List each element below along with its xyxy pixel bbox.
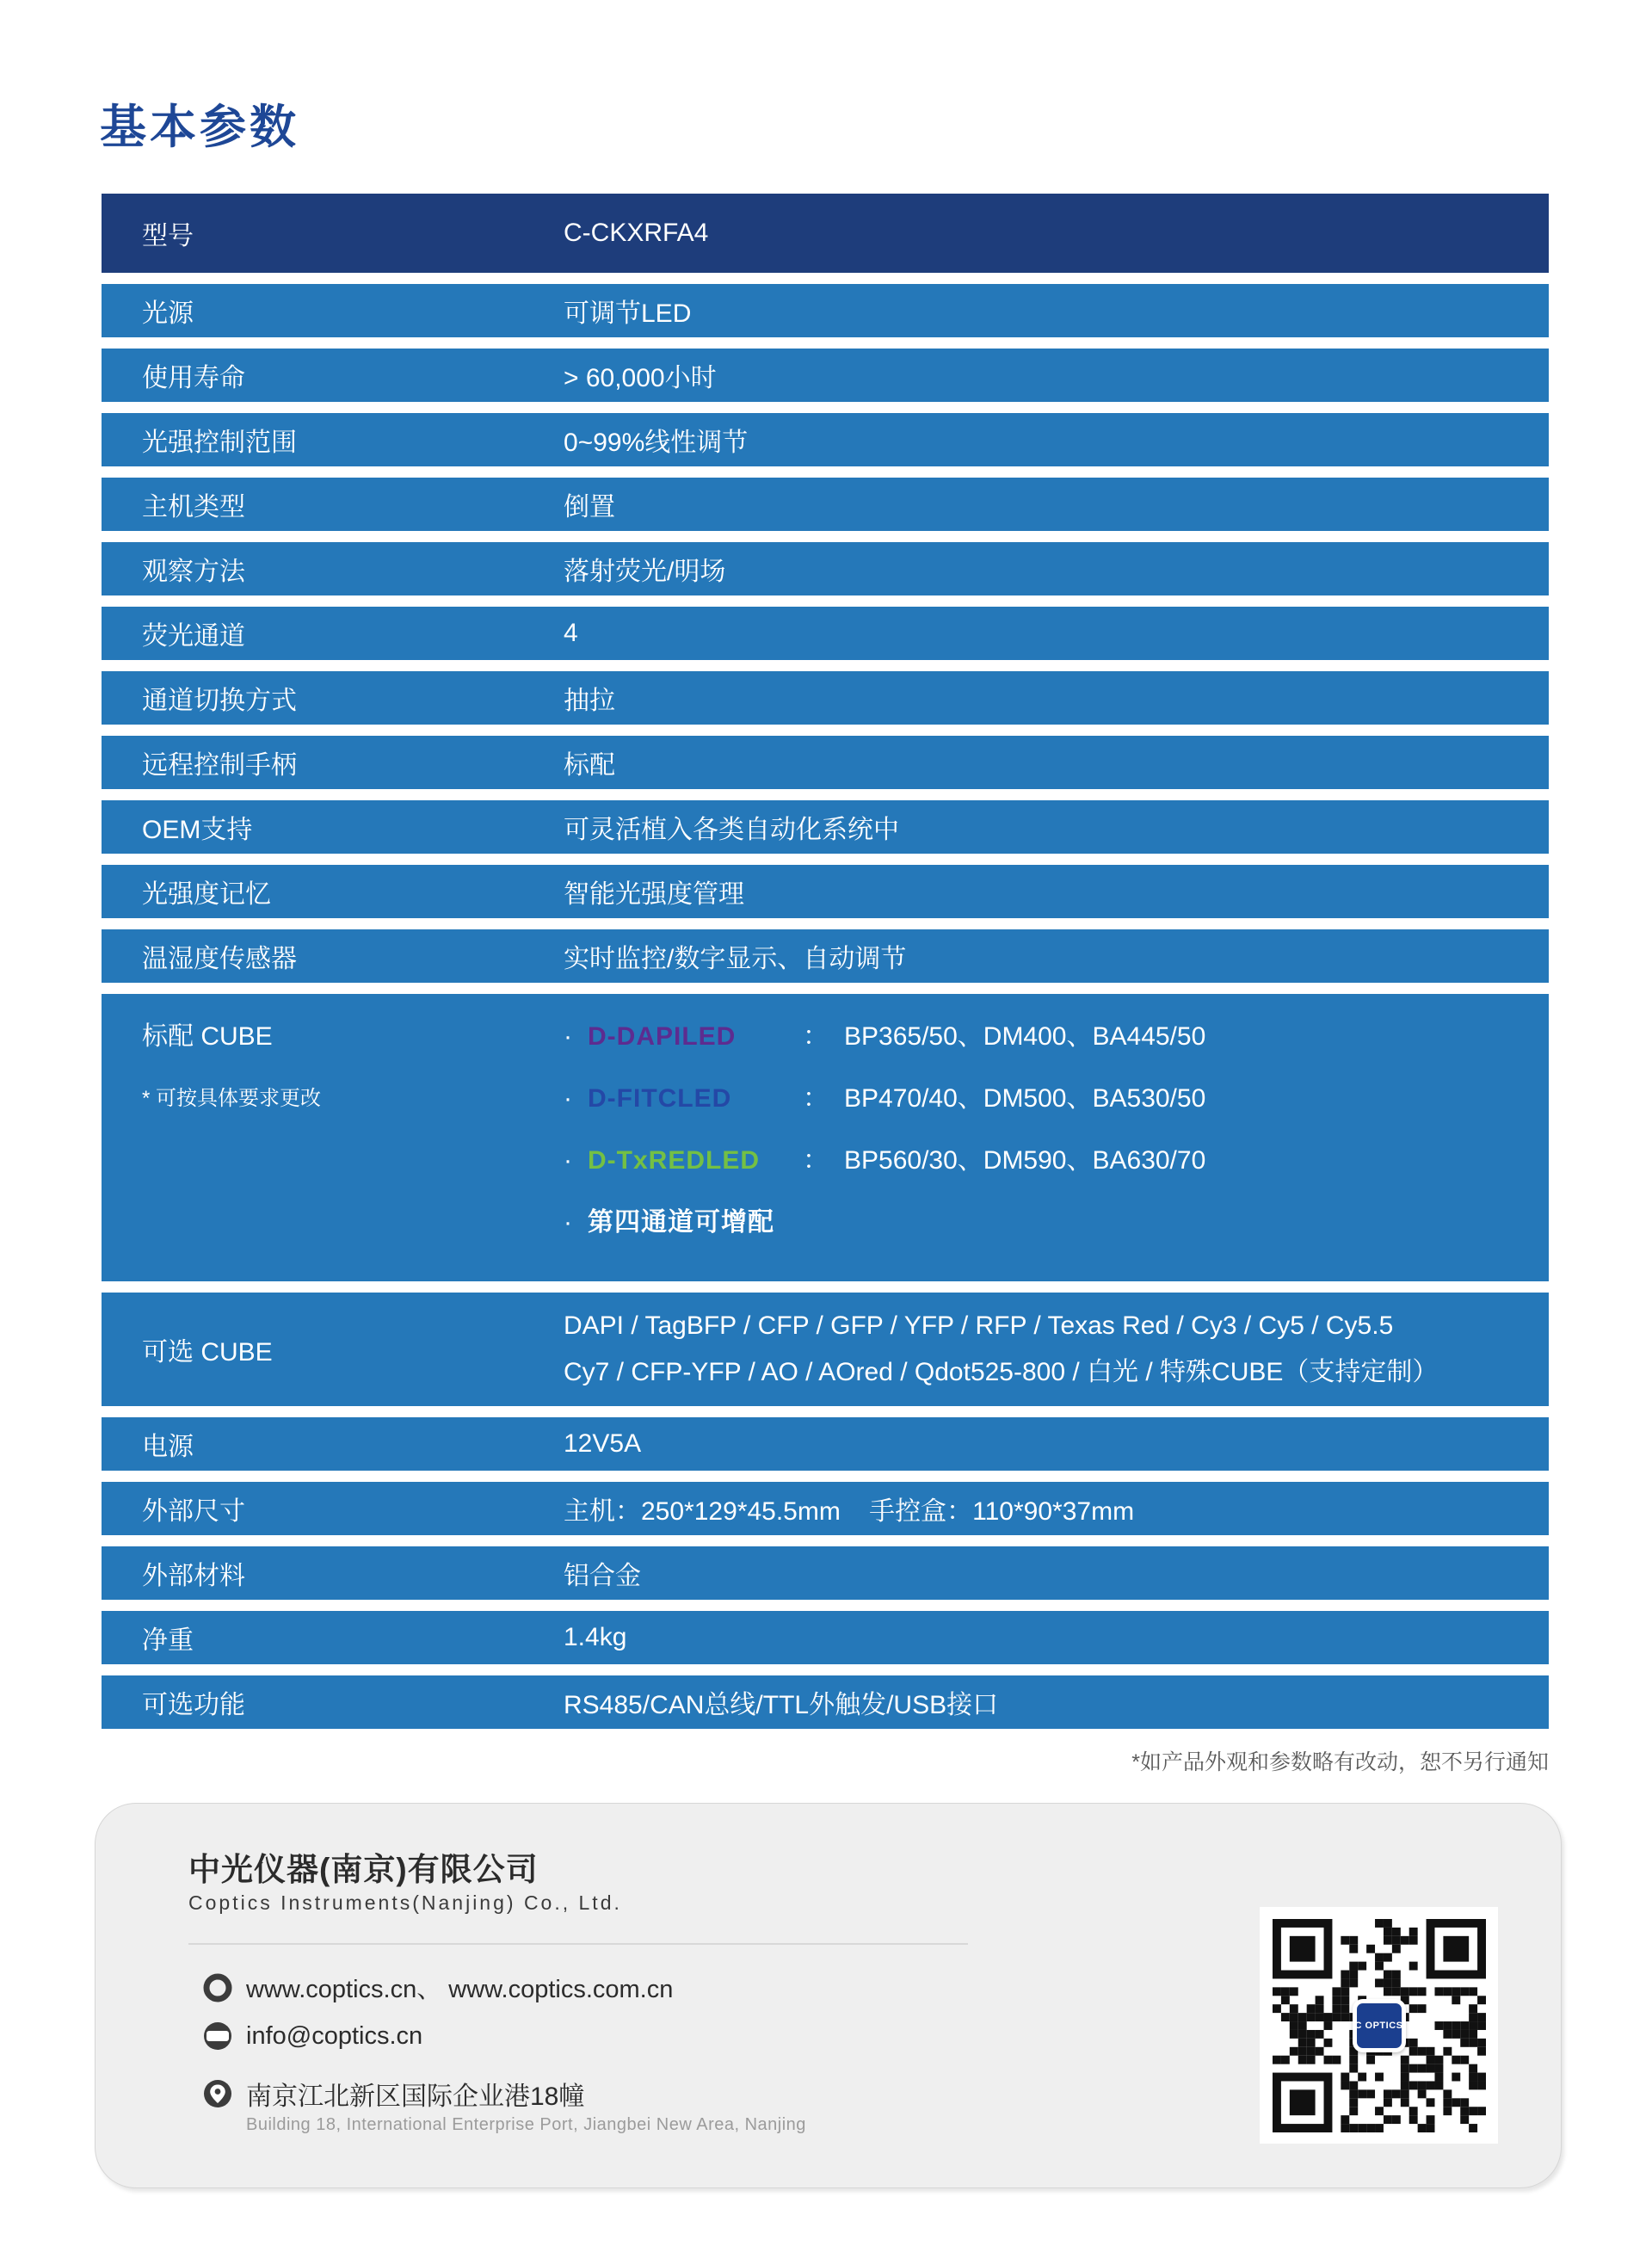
cube-filters: BP560/30、DM590、BA630/70 <box>844 1146 1206 1175</box>
table-row <box>102 736 1549 789</box>
cube-name: D-DAPILED <box>588 1022 737 1051</box>
bullet-icon: · <box>564 1146 572 1175</box>
table-row <box>102 929 1549 983</box>
table-row <box>102 1546 1549 1600</box>
row-label: 净重 <box>142 1626 194 1655</box>
optional-cube-label: 可选 CUBE <box>142 1338 273 1367</box>
email-row <box>203 2021 422 2051</box>
row-value: 铝合金 <box>564 1562 641 1590</box>
bullet-icon: · <box>564 1084 572 1113</box>
cube-line <box>564 1017 1549 1057</box>
address-en-text: Building 18, International Enterprise Port, Jiangbei New Area, Nanjing <box>246 2115 806 2134</box>
row-label: 光强控制范围 <box>142 429 297 457</box>
website-text[interactable]: www.coptics.cn、 www.coptics.com.cn <box>246 1976 674 2003</box>
location-icon <box>203 2079 232 2108</box>
row-value: 12V5A <box>564 1429 642 1458</box>
company-name-en: Coptics Instruments(Nanjing) Co., Ltd. <box>188 1891 622 1914</box>
row-value: 抽拉 <box>564 687 615 715</box>
qr-center-logo: C OPTICS <box>1353 1999 1406 2052</box>
row-label: 温湿度传感器 <box>142 945 297 973</box>
address-cn-text: 南京江北新区国际企业港18幢 <box>246 2082 585 2111</box>
footer-divider <box>188 1943 968 1945</box>
header-value: C-CKXRFA4 <box>564 219 709 247</box>
globe-icon <box>203 1973 232 2002</box>
table-row <box>102 542 1549 595</box>
table-row <box>102 1417 1549 1471</box>
table-row <box>102 349 1549 402</box>
table-row <box>102 607 1549 660</box>
row-value: > 60,000小时 <box>564 364 717 392</box>
row-label: 外部尺寸 <box>142 1497 245 1526</box>
row-label: 使用寿命 <box>142 364 245 392</box>
optional-cube-line: DAPI / TagBFP / CFP / GFP / YFP / RFP / Texas Red / Cy3 / Cy5 / Cy5.5 <box>564 1311 1394 1340</box>
row-label: 可选功能 <box>142 1691 245 1719</box>
table-row <box>102 1675 1549 1729</box>
standard-cube-label: 标配 CUBE <box>142 1022 273 1051</box>
page-title: 基本参数 <box>100 102 299 153</box>
table-row <box>102 865 1549 918</box>
row-label: 荧光通道 <box>142 622 245 651</box>
bullet-icon: · <box>564 1022 572 1051</box>
standard-cube-lines <box>564 994 1549 1243</box>
row-label: 观察方法 <box>142 558 245 586</box>
row-label: 光源 <box>142 299 194 328</box>
standard-cube-note: * 可按具体要求更改 <box>142 1087 322 1110</box>
table-row <box>102 800 1549 854</box>
email-text[interactable]: info@coptics.cn <box>246 2021 423 2050</box>
row-label: 通道切换方式 <box>142 687 297 715</box>
row-value: 1.4kg <box>564 1623 627 1651</box>
optional-cube-line: Cy7 / CFP-YFP / AO / AOred / Qdot525-800 / 白光 / 特殊CUBE（支持定制） <box>564 1358 1439 1386</box>
optional-cube-row <box>102 1293 1549 1406</box>
cube-line <box>564 1203 1549 1243</box>
cube-name: D-TxREDLED <box>588 1146 761 1175</box>
mail-icon <box>203 2021 232 2051</box>
row-value: 落射荧光/明场 <box>564 558 726 586</box>
cube-colon: ： <box>803 1146 829 1175</box>
company-name-cn: 中光仪器(南京)有限公司 <box>188 1852 539 1887</box>
row-label: OEM支持 <box>142 816 253 844</box>
cube-colon: ： <box>803 1084 829 1113</box>
cube-name: D-FITCLED <box>588 1084 732 1113</box>
spec-table <box>102 194 1549 1729</box>
table-row <box>102 1611 1549 1664</box>
cube-filters: BP470/40、DM500、BA530/50 <box>844 1084 1206 1113</box>
row-value: 可调节LED <box>564 299 692 328</box>
table-row <box>102 671 1549 725</box>
optional-cube-lines <box>564 1306 1549 1392</box>
table-row <box>102 478 1549 531</box>
qr-code-tile <box>1260 1907 1498 2144</box>
row-label: 光强度记忆 <box>142 880 271 909</box>
table-row <box>102 1482 1549 1535</box>
table-header-row <box>102 194 1549 273</box>
footnote: *如产品外观和参数略有改动，恕不另行通知 <box>1131 1750 1549 1774</box>
row-value: 实时监控/数字显示、自动调节 <box>564 945 907 973</box>
cube-name: 第四通道可增配 <box>588 1208 774 1237</box>
row-label: 远程控制手柄 <box>142 751 297 780</box>
cube-line <box>564 1079 1549 1119</box>
table-row <box>102 413 1549 466</box>
footer-card <box>95 1803 1562 2188</box>
cube-colon: ： <box>803 1022 829 1051</box>
row-label: 电源 <box>142 1433 194 1461</box>
row-value: 倒置 <box>564 493 615 521</box>
row-label: 外部材料 <box>142 1562 245 1590</box>
row-value: 智能光强度管理 <box>564 880 744 909</box>
row-value: 4 <box>564 619 578 647</box>
website-row <box>203 1970 673 2005</box>
standard-cube-row <box>102 994 1549 1281</box>
row-value: 0~99%线性调节 <box>564 429 749 457</box>
cube-filters: BP365/50、DM400、BA445/50 <box>844 1022 1206 1051</box>
table-row <box>102 284 1549 337</box>
row-value: 标配 <box>564 751 615 780</box>
row-value: RS485/CAN总线/TTL外触发/USB接口 <box>564 1691 999 1719</box>
row-value: 主机：250*129*45.5mm 手控盒：110*90*37mm <box>564 1497 1135 1526</box>
qr-code <box>1273 1919 1486 2132</box>
row-value: 可灵活植入各类自动化系统中 <box>564 816 899 844</box>
row-label: 主机类型 <box>142 493 245 521</box>
cube-line <box>564 1141 1549 1181</box>
header-label: 型号 <box>142 222 194 250</box>
bullet-icon: · <box>564 1208 572 1237</box>
address-row <box>203 2075 584 2113</box>
standard-cube-label-cell <box>102 994 564 1119</box>
